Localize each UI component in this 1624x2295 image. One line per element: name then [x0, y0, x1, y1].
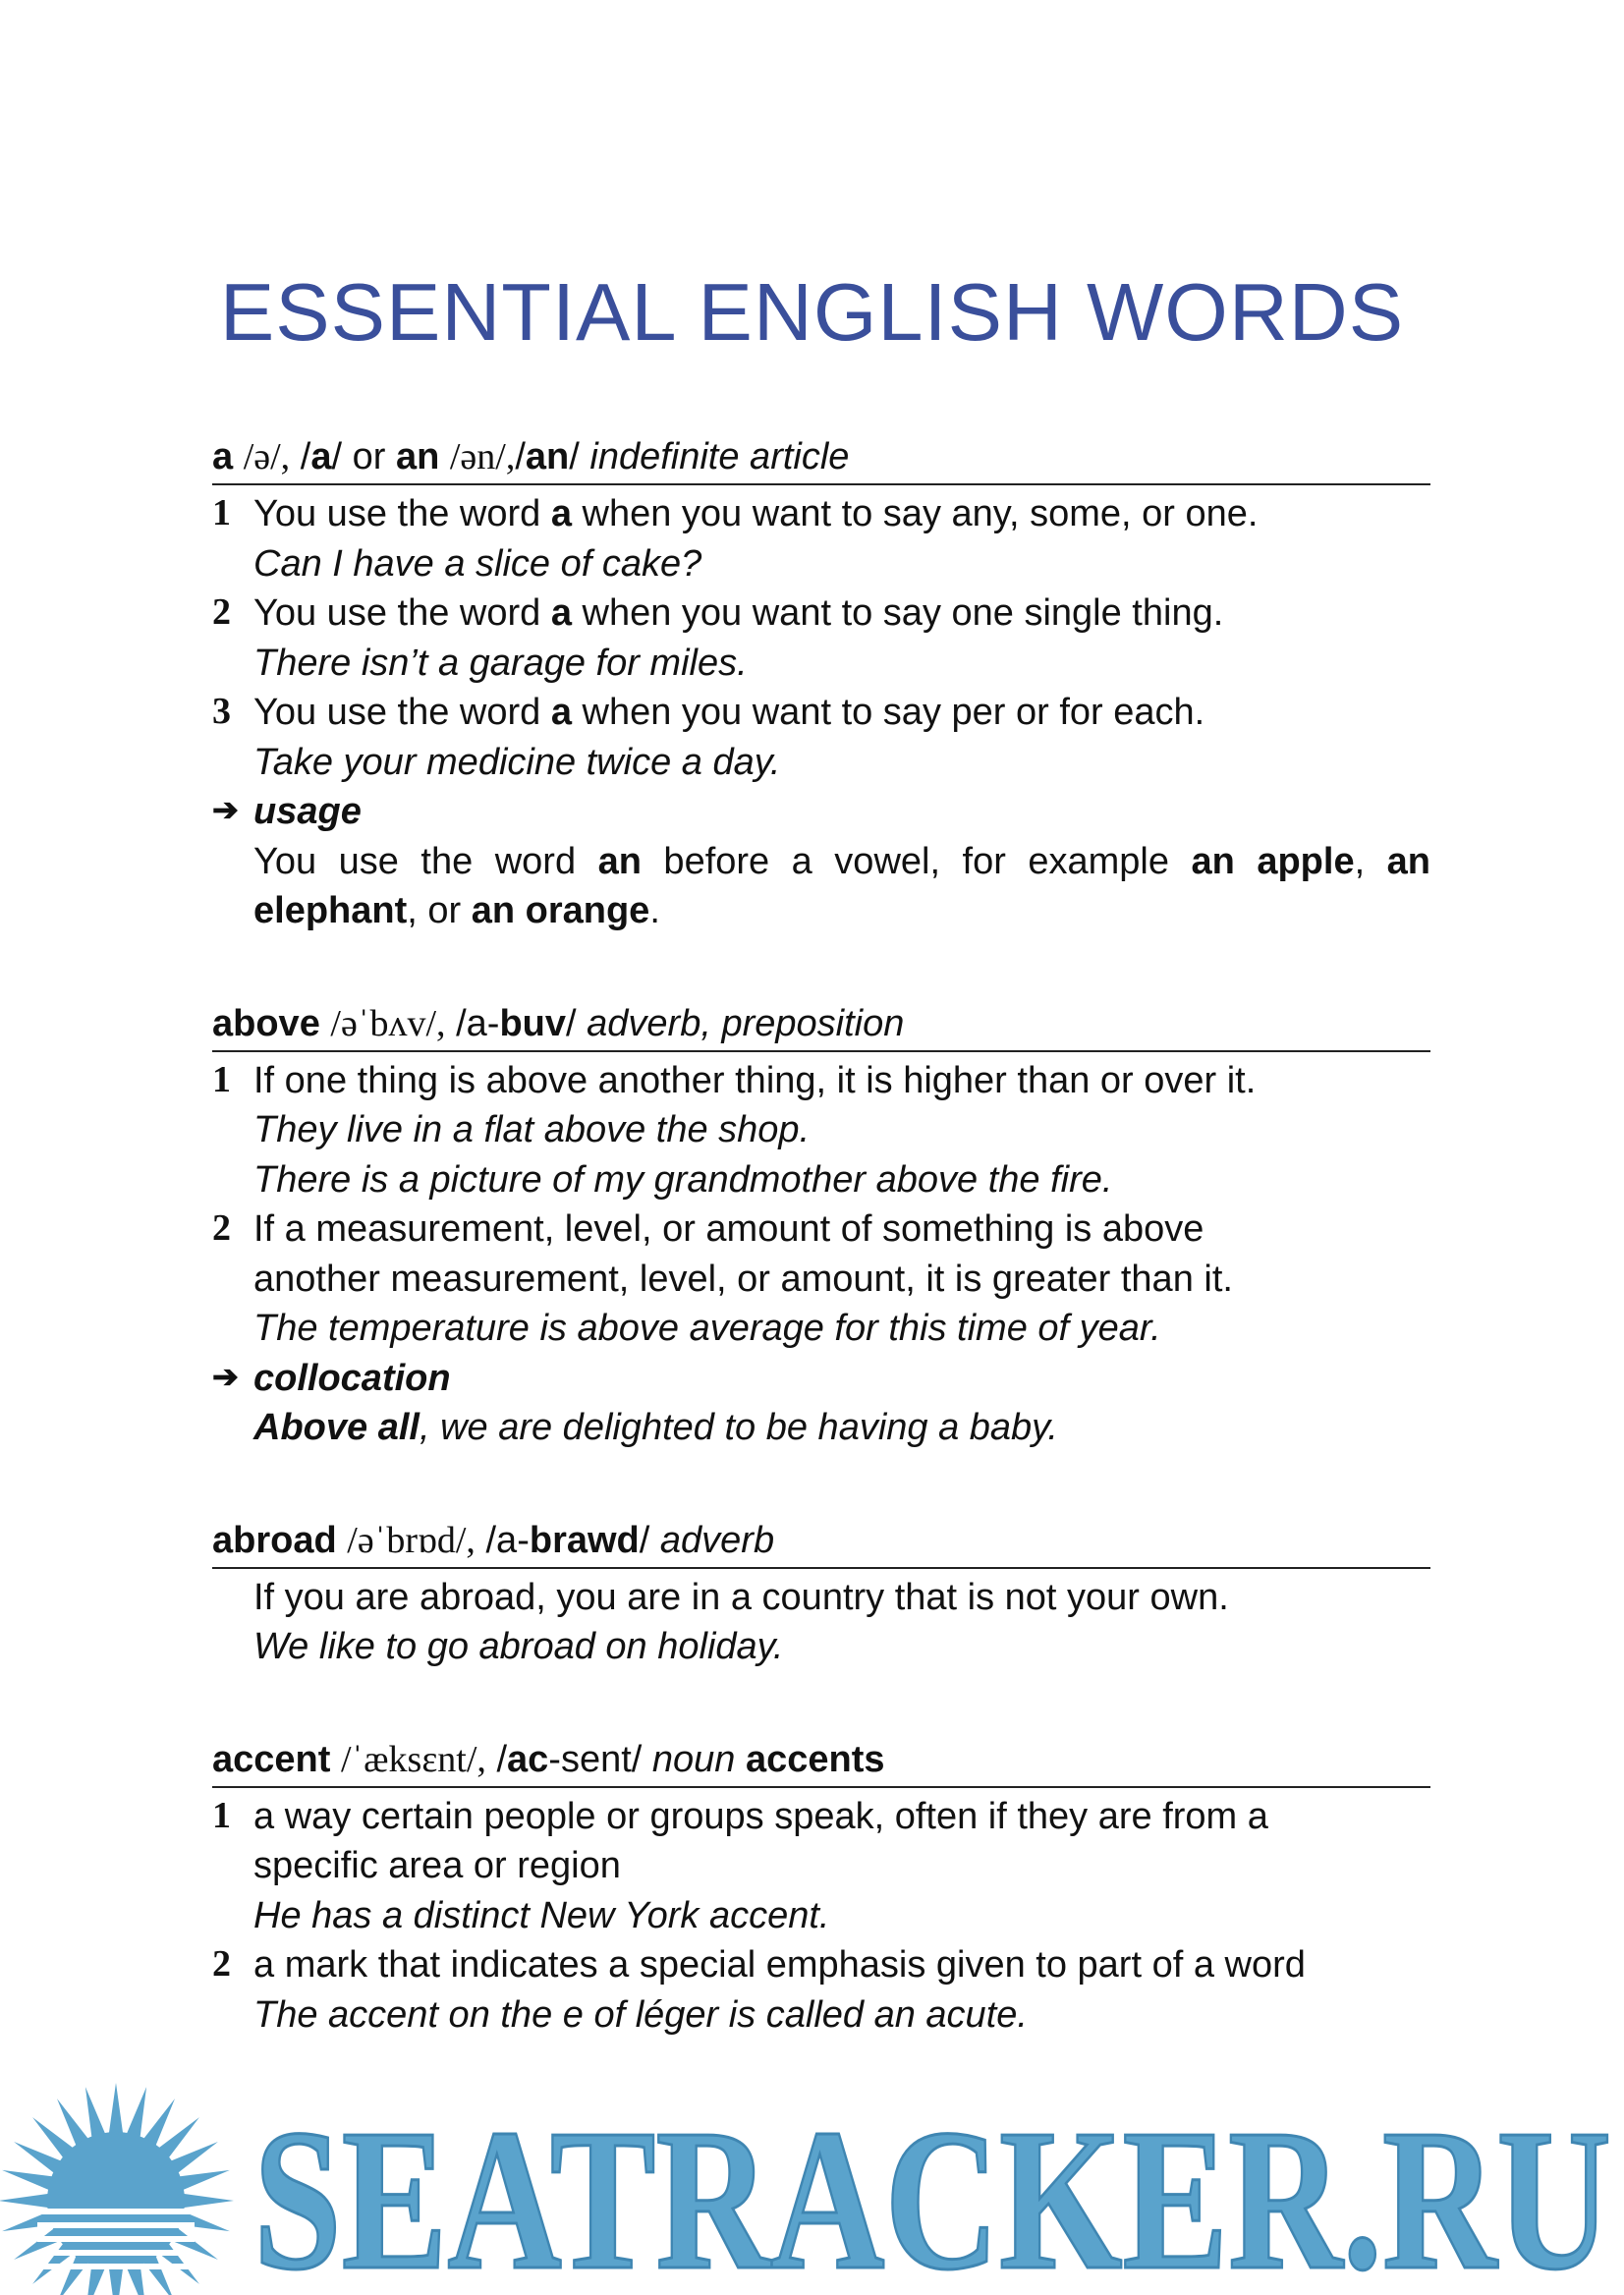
part-of-speech: adverb, preposition — [587, 1002, 905, 1044]
definition-cont: specific area or region — [253, 1845, 621, 1886]
example: They live in a flat above the shop. — [253, 1109, 811, 1150]
alt-headword: an — [395, 436, 440, 477]
example: The temperature is above average for this time of year. — [253, 1308, 1161, 1349]
entry-a — [212, 432, 1430, 936]
sense-number: 1 — [212, 1794, 231, 1836]
sun-logo-icon — [0, 2083, 234, 2295]
sense — [212, 1573, 1430, 1672]
definition: You use the word a when you want to say one single thing. — [253, 592, 1224, 634]
sun-stripe — [37, 2236, 195, 2242]
sense-number: 3 — [212, 691, 231, 732]
definition: You use the word a when you want to say per or for each. — [253, 692, 1205, 733]
watermark — [0, 2068, 1624, 2295]
definition: If one thing is above another thing, it is higher than or over it. — [253, 1059, 1257, 1101]
sense-number: 1 — [212, 492, 231, 533]
respelling-alt: /an/ — [515, 436, 580, 477]
entry-head — [212, 1735, 1430, 1788]
sense — [212, 489, 1430, 588]
headword: above — [212, 1002, 320, 1044]
entry-head — [212, 432, 1430, 485]
entry-abroad — [212, 1516, 1430, 1672]
page-title: ESSENTIAL ENGLISH WORDS — [219, 266, 1405, 358]
respelling: /a/ — [300, 436, 343, 477]
sense-number: 2 — [212, 1207, 231, 1249]
sense — [212, 1056, 1430, 1205]
definition: If a measurement, level, or amount of something is above — [253, 1208, 1204, 1250]
definition-cont: another measurement, level, or amount, it is greater than it. — [253, 1258, 1233, 1300]
respelling: /a-buv/ — [456, 1002, 577, 1044]
example: We like to go abroad on holiday. — [253, 1626, 784, 1667]
example: Take your medicine twice a day. — [253, 741, 781, 783]
definition: a mark that indicates a special emphasis given to part of a word — [253, 1944, 1306, 1986]
plural-form: accents — [746, 1738, 885, 1780]
entry-head — [212, 1516, 1430, 1569]
usage-note — [212, 787, 1430, 936]
respelling: /a-brawd/ — [485, 1519, 650, 1561]
part-of-speech: adverb — [659, 1519, 775, 1561]
sun-stripe — [37, 2250, 195, 2256]
example: He has a distinct New York accent. — [253, 1894, 830, 1936]
sense — [212, 688, 1430, 787]
example: There isn’t a garage for miles. — [253, 642, 748, 684]
part-of-speech: noun — [651, 1738, 736, 1780]
definition: a way certain people or groups speak, often if they are from a — [253, 1795, 1268, 1837]
ipa: /ə/, — [243, 436, 291, 477]
respelling: /ac-sent/ — [496, 1738, 643, 1780]
headword: a — [212, 436, 234, 477]
ipa: /ˈæksɛnt/, — [340, 1738, 486, 1780]
sense-number: 2 — [212, 1943, 231, 1985]
headword: accent — [212, 1738, 331, 1780]
definition: You use the word a when you want to say any, some, or one. — [253, 493, 1259, 534]
definition: If you are abroad, you are in a country that is not your own. — [253, 1576, 1229, 1618]
note-label: collocation — [253, 1357, 451, 1399]
note-label: usage — [253, 791, 362, 832]
dictionary-entries — [212, 432, 1430, 2102]
arrow-right-icon: ➔ — [212, 792, 239, 827]
sun-stripe — [37, 2222, 195, 2228]
ipa: /əˈbrɒd/, — [347, 1519, 476, 1561]
sense-number: 2 — [212, 591, 231, 633]
ipa-alt: /ən/, — [449, 436, 516, 477]
part-of-speech: indefinite article — [589, 436, 850, 477]
sun-stripe — [37, 2264, 195, 2269]
sense — [212, 1204, 1430, 1354]
ipa: /əˈbʌv/, — [330, 1002, 446, 1044]
note-text: You use the word an before a vowel, for example an apple, an elephant, or an orange. — [253, 840, 1430, 931]
or-text: or — [352, 436, 386, 477]
example: There is a picture of my grandmother above the fire. — [253, 1158, 1113, 1201]
sun-stripe — [37, 2209, 195, 2214]
entry-head — [212, 999, 1430, 1052]
collocation-note — [212, 1354, 1430, 1453]
sense — [212, 1940, 1430, 2040]
headword: abroad — [212, 1519, 337, 1561]
example: Can I have a slice of cake? — [253, 542, 702, 585]
sense-number: 1 — [212, 1058, 231, 1100]
example: The accent on the e of léger is called an acute. — [253, 1993, 1028, 2036]
sense — [212, 1792, 1430, 1941]
sun-disc — [47, 2132, 185, 2269]
entry-accent — [212, 1735, 1430, 2041]
entry-above — [212, 999, 1430, 1453]
sense — [212, 588, 1430, 688]
arrow-right-icon: ➔ — [212, 1358, 239, 1394]
note-text: Above all, we are delighted to be having a baby. — [253, 1407, 1058, 1448]
watermark-text: SEATRACKER.RU — [253, 2087, 1611, 2295]
